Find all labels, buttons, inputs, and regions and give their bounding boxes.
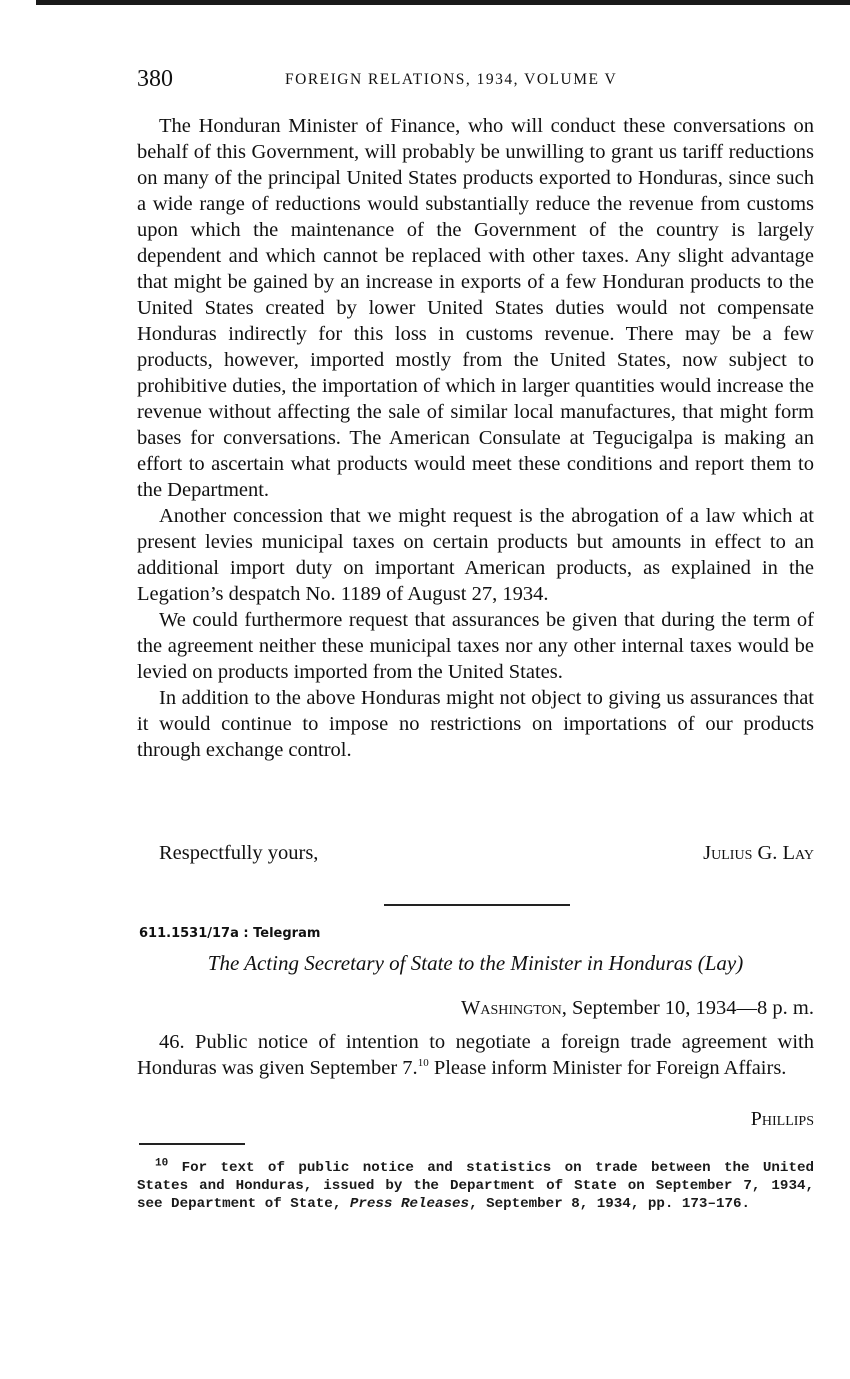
dateline-date: September 10, 1934—8 p. m.	[572, 997, 814, 1019]
letter-paragraph-3: We could furthermore request that assurances be given that during the term of the agreement neither these municipal taxes nor any other internal taxes would be levied on products imported from the United States.	[137, 609, 814, 683]
footnote-paragraph	[137, 1159, 814, 1213]
footnote-ref[interactable]: 10	[417, 1057, 429, 1070]
telegram-signature: Phillips	[750, 1108, 814, 1130]
letter-closing	[159, 842, 814, 868]
letter-body	[137, 113, 814, 763]
telegram-body	[137, 1029, 814, 1081]
telegram-text-2: Please inform Minister for Foreign Affairs.	[428, 1057, 787, 1079]
section-divider	[384, 904, 570, 906]
footnote-number: 10	[155, 1157, 169, 1170]
letter-paragraph-2: Another concession that we might request is the abrogation of a law which at present levies municipal taxes on certain products but amounts in effect to an additional import duty on important American products, as explained in the Legation’s despatch No. 1189 of August 27, 1934.	[137, 505, 814, 605]
letter-signature: Julius G. Lay	[703, 842, 814, 864]
file-reference: 611.1531/17a : Telegram	[139, 926, 321, 941]
page-number: 380	[137, 66, 173, 92]
footnote-publication: Press Releases	[349, 1196, 470, 1212]
footnote	[137, 1159, 814, 1213]
footnote-rule	[139, 1143, 245, 1145]
closing-phrase: Respectfully yours,	[159, 842, 319, 864]
footnote-text-2: , September 8, 1934, pp. 173–176.	[469, 1196, 751, 1212]
dateline-place: Washington,	[460, 997, 567, 1019]
top-rule	[36, 0, 850, 5]
running-head: FOREIGN RELATIONS, 1934, VOLUME V	[285, 71, 618, 88]
telegram-paragraph	[137, 1029, 814, 1081]
page-header	[137, 66, 814, 96]
telegram-text-1: 46. Public notice of intention to negotiate a foreign trade agreement with Honduras was given September 7.	[137, 1031, 814, 1079]
document-title: The Acting Secretary of State to the Minister in Honduras (Lay)	[207, 951, 744, 975]
footnote-text-1: For text of public notice and statistics on trade between the United States and Honduras, issued by the Department of State on September 7, 1934, see Department of State,	[137, 1160, 814, 1212]
letter-paragraph-4: In addition to the above Honduras might not object to giving us assurances that it would continue to impose no restrictions on importations of our products through exchange control.	[137, 687, 814, 761]
letter-paragraph-1: The Honduran Minister of Finance, who will conduct these conversations on behalf of this Government, will probably be unwilling to grant us tariff reductions on many of the principal United States products exported to Honduras, since such a wide range of reductions would substantially reduce the revenue from customs upon which the maintenance of the Government of the country is largely dependent and which cannot be replaced with other taxes. Any slight advantage that might be gained by an increase in exports of a few Honduran products to the United States created by lower United States duties would not compensate Honduras indirectly for this loss in customs revenue. There may be a few products, however, imported mostly from the United States, now subject to prohibitive duties, the importation of which in larger quantities would increase the revenue without affecting the sale of similar local manufactures, that might form bases for conversations. The American Consulate at Tegucigalpa is making an effort to ascertain what products would meet these conditions and report them to the Department.	[137, 115, 814, 501]
dateline	[137, 997, 814, 1020]
